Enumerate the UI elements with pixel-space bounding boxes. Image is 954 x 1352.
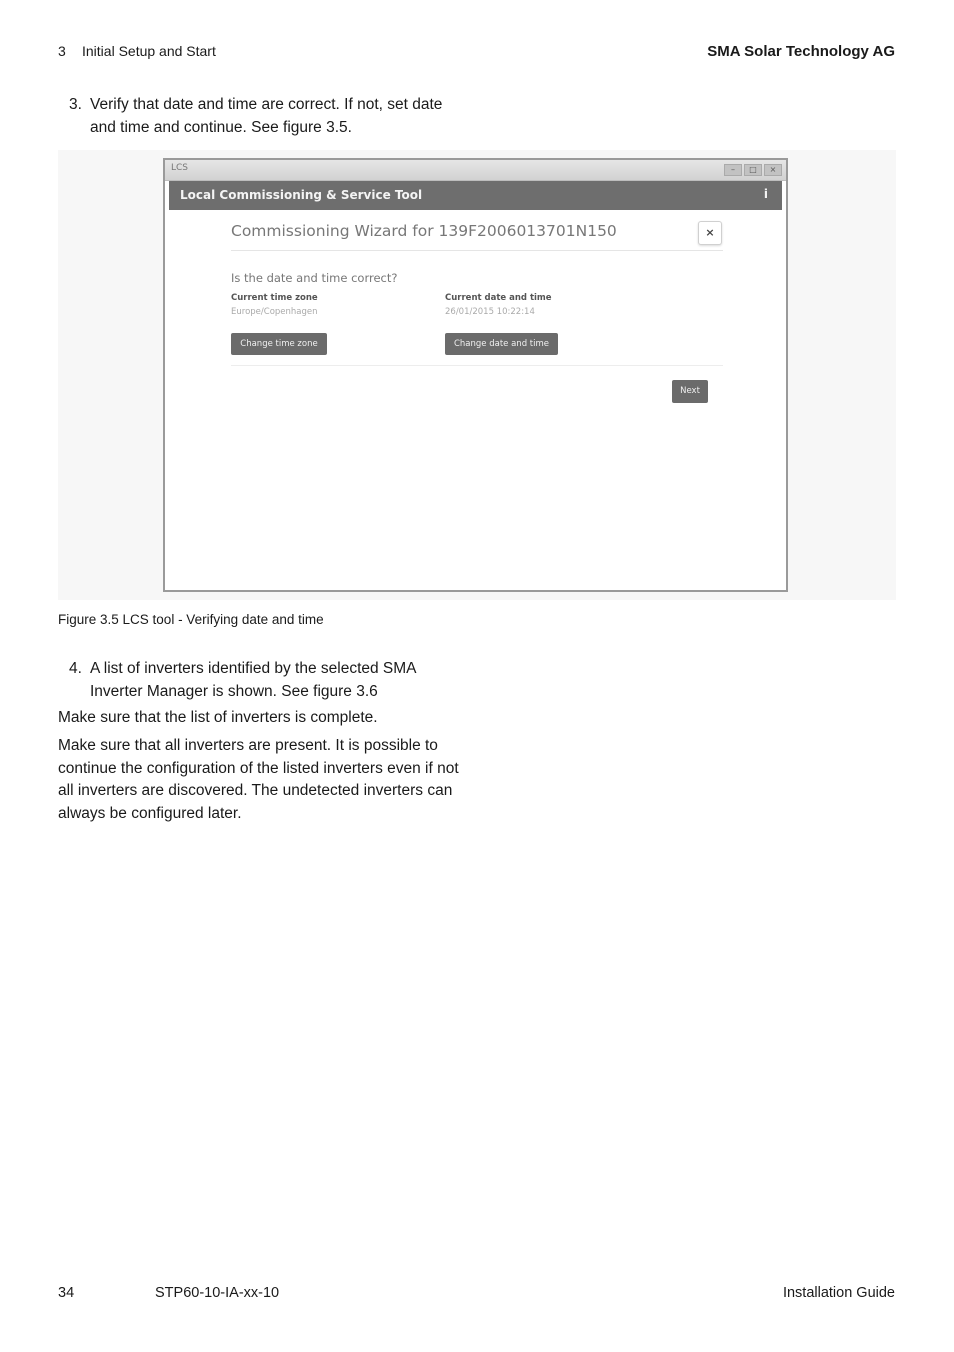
datetime-label: Current date and time: [445, 293, 552, 303]
lcs-logo: LCS: [171, 163, 189, 173]
step-text: A list of inverters identified by the selected SMA Inverter Manager is shown. See figure 3.6: [90, 660, 416, 700]
section-number: 3: [58, 43, 66, 59]
timezone-label: Current time zone: [231, 293, 318, 303]
window-controls: [724, 164, 782, 176]
step-4: [69, 657, 430, 703]
step-number: 4.: [69, 660, 82, 677]
datetime-value: 26/01/2015 10:22:14: [445, 307, 535, 317]
document-type: Installation Guide: [782, 1285, 895, 1301]
document-id: STP60-10-IA-xx-10: [155, 1285, 280, 1301]
step-number: 3.: [69, 96, 82, 113]
close-window-icon[interactable]: ×: [764, 164, 782, 176]
minimize-icon[interactable]: –: [724, 164, 742, 176]
timezone-value: Europe/Copenhagen: [231, 307, 318, 317]
divider: [231, 250, 723, 251]
window-titlebar: [165, 160, 786, 181]
change-datetime-button[interactable]: Change date and time: [445, 333, 558, 355]
app-title: Local Commissioning & Service Tool: [180, 188, 423, 202]
maximize-icon[interactable]: □: [744, 164, 762, 176]
step-text: Verify that date and time are correct. If not, set date and time and continue. See figure 3.5.: [90, 96, 443, 136]
lcs-window-screenshot: [163, 158, 788, 592]
next-button[interactable]: Next: [672, 380, 708, 403]
section-title: Initial Setup and Start: [82, 43, 216, 59]
divider: [231, 365, 723, 366]
change-timezone-button[interactable]: Change time zone: [231, 333, 327, 355]
app-bar: [169, 181, 782, 210]
date-time-question: Is the date and time correct?: [231, 271, 398, 285]
paragraph: Make sure that all inverters are present. It is possible to continue the configuration of the listed inverters even if not all inverters are discovered. The undetected inverters can always be configured later.: [58, 737, 459, 822]
running-header-section: [58, 43, 216, 59]
paragraph: Make sure that the list of inverters is complete.: [58, 709, 378, 726]
close-button[interactable]: ×: [698, 221, 722, 245]
running-header-company: SMA Solar Technology AG: [707, 43, 895, 60]
step-3: [69, 93, 470, 139]
info-icon[interactable]: i: [763, 187, 768, 201]
wizard-title: Commissioning Wizard for 139F2006013701N150: [231, 222, 617, 240]
figure-caption: Figure 3.5 LCS tool - Verifying date and time: [58, 612, 324, 627]
page-number: 34: [58, 1285, 75, 1301]
